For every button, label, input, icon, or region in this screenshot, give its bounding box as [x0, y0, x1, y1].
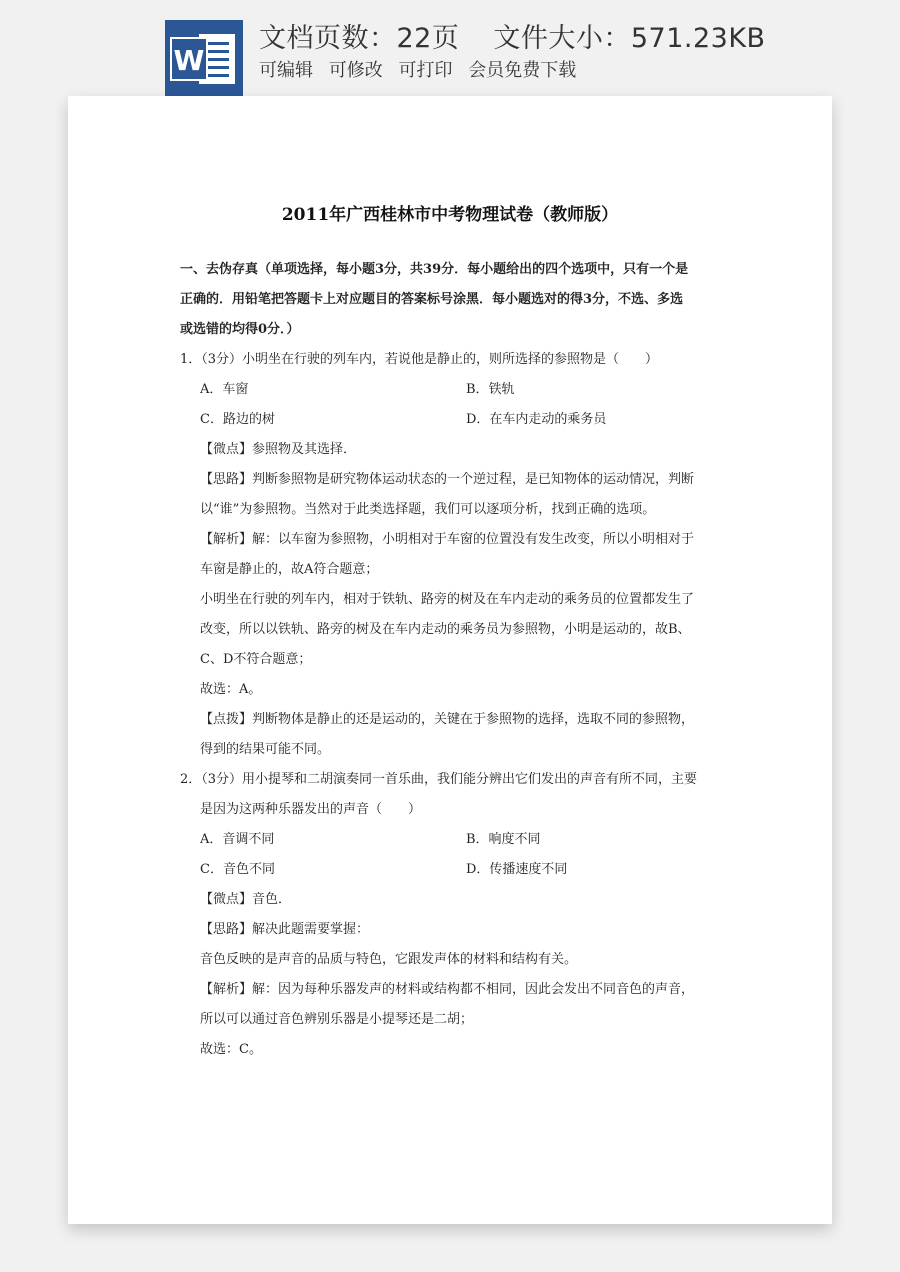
word-document-icon [165, 20, 243, 96]
q1-analysis-line-2: 车窗是静止的，故A符合题意； [200, 562, 379, 577]
q2-point: 【微点】音色． [200, 892, 292, 907]
document-page [68, 96, 832, 1224]
q2-analysis-line-2: 所以可以通过音色辨别乐器是小提琴还是二胡； [200, 1012, 474, 1027]
q2-analysis-line-1: 【解析】解：因为每种乐器发声的材料或结构都不相同，因此会发出不同音色的声音， [200, 982, 695, 997]
q1-idea-line-1: 【思路】判断参照物是研究物体运动状态的一个逆过程，是已知物体的运动情况，判断 [200, 472, 695, 487]
download-banner [0, 0, 900, 100]
feature-printable: 可打印 [398, 60, 453, 81]
q1-answer: 故选：A。 [200, 682, 262, 697]
q2-option-b: B．响度不同 [466, 832, 541, 847]
q1-tip-line-1: 【点拨】判断物体是静止的还是运动的，关键在于参照物的选择，选取不同的参照物， [200, 712, 695, 727]
q2-option-a: A．音调不同 [200, 832, 275, 847]
q1-tip-line-2: 得到的结果可能不同。 [200, 742, 331, 757]
page-count: 文档页数：22页 [259, 23, 460, 54]
q2-idea-line-1: 【思路】解决此题需要掌握： [200, 922, 370, 937]
file-size: 文件大小：571.23KB [493, 23, 766, 54]
feature-list [259, 56, 586, 82]
banner-title [259, 16, 766, 55]
q1-analysis-line-3: 小明坐在行驶的列车内，相对于铁轨、路旁的树及在车内走动的乘务员的位置都发生了 [200, 592, 695, 607]
section-header-line-3: 或选错的均得0分．） [180, 322, 300, 337]
section-header-line-1: 一、去伪存真（单项选择，每小题3分，共39分．每小题给出的四个选项中，只有一个是 [180, 262, 689, 277]
feature-free-download: 会员免费下载 [468, 60, 577, 81]
feature-modifiable: 可修改 [328, 60, 383, 81]
q2-stem-line-1: 2．（3分）用小提琴和二胡演奏同一首乐曲，我们能分辨出它们发出的声音有所不同，主要 [180, 772, 698, 787]
q1-idea-line-2: 以“谁”为参照物。当然对于此类选择题，我们可以逐项分析，找到正确的选项。 [200, 502, 656, 517]
q2-answer: 故选：C。 [200, 1042, 262, 1057]
document-title: 2011年广西桂林市中考物理试卷（教师版） [281, 205, 619, 225]
q1-analysis-line-5: C、D不符合题意； [200, 652, 312, 667]
q2-idea-line-2: 音色反映的是声音的品质与特色，它跟发声体的材料和结构有关。 [200, 952, 578, 967]
q1-point: 【微点】参照物及其选择． [200, 442, 357, 457]
feature-editable: 可编辑 [259, 60, 313, 81]
q1-analysis-line-1: 【解析】解：以车窗为参照物，小明相对于车窗的位置没有发生改变，所以小明相对于 [200, 532, 695, 547]
q2-option-c: C．音色不同 [200, 862, 275, 877]
q1-analysis-line-4: 改变，所以以铁轨、路旁的树及在车内走动的乘务员为参照物，小明是运动的，故B、 [200, 622, 691, 637]
section-header-line-2: 正确的．用铅笔把答题卡上对应题目的答案标号涂黑．每小题选对的得3分，不选、多选 [180, 292, 684, 307]
logo-letter: W [173, 44, 205, 77]
q1-option-c: C．路边的树 [200, 412, 275, 427]
q1-option-d: D．在车内走动的乘务员 [466, 412, 607, 427]
q1-option-b: B．铁轨 [466, 382, 515, 397]
q2-stem-line-2: 是因为这两种乐器发出的声音（ ） [200, 802, 422, 817]
q1-stem: 1．（3分）小明坐在行驶的列车内，若说他是静止的，则所选择的参照物是（ ） [180, 352, 659, 367]
q1-option-a: A．车窗 [200, 382, 249, 397]
q2-option-d: D．传播速度不同 [466, 862, 568, 877]
